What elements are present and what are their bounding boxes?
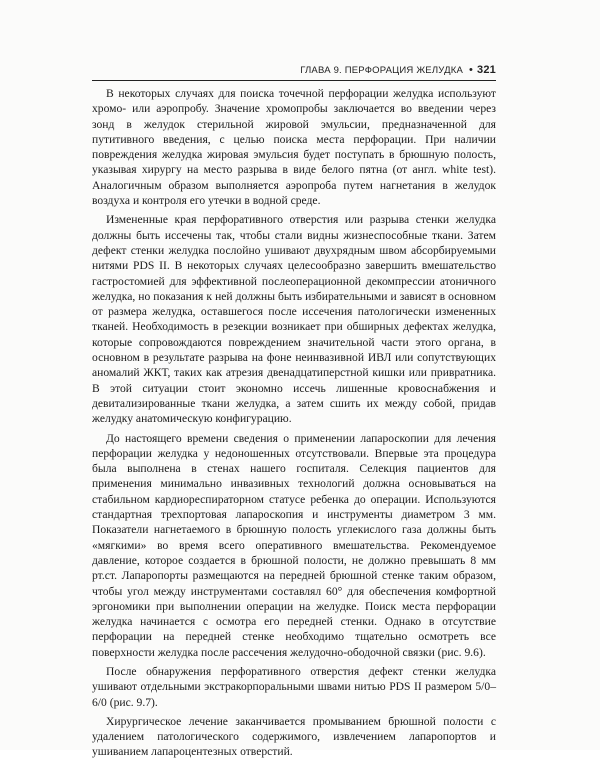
paragraph-suturing: После обнаружения перфоративного отверстия дефект стенки желудка ушивают отдельными экстракорпоральными швами нитью PDS II размером 5/0–6/0 (рис. 9.7).: [92, 664, 496, 709]
chapter-title: ГЛАВА 9. ПЕРФОРАЦИЯ ЖЕЛУДКА: [300, 65, 463, 76]
paragraph-laparoscopy: До настоящего времени сведения о применении лапароскопии для лечения перфорации желудка у недоношенных отсутствовали. Впервые эта процедура была выполнена в стенах нашего госпиталя. Селекция пациентов для применения минимально инвазивных технологий должна основываться на стабильном кардиореспираторном статусе ребенка до операции. Используются стандартная трехпортовая лапароскопия и инструменты диаметром 3 мм. Показатели нагнетаемого в брюшную полость углекислого газа должны быть «мягкими» во время всего оперативного вмешательства. Рекомендуемое давление, которое создается в брюшной полости, не должно превышать 8 мм рт.ст. Лапаропорты размещаются на передней брюшной стенке таким образом, чтобы угол между инструментами составлял 60° для обеспечения комфортной эргономики при выполнении операции на желудке. Поиск места перфорации желудка начинается с осмотра его передней стенки. Однако в отсутствие перфорации на передней стенке необходимо тщательно осмотреть все поверхности желудка после рассечения желудочно-ободочной связки (рис. 9.6).: [92, 431, 496, 659]
paragraph-completion: Хирургическое лечение заканчивается промыванием брюшной полости с удалением патологического содержимого, извлечением лапаропортов и ушиванием лапароцентезных отверстий.: [92, 714, 496, 759]
paragraph-excision: Измененные края перфоративного отверстия или разрыва стенки желудка должны быть иссечены так, чтобы стали видны жизнеспособные ткани. Затем дефект стенки желудка послойно ушивают двухрядным швом абсорбируемыми нитями PDS II. В некоторых случаях целесообразно завершить вмешательство гастростомией для эффективной послеоперационной декомпрессии атоничного желудка, но показания к ней должны быть избирательными и зависят в основном от размера желудка, оставшегося после иссечения патологически измененных тканей. Необходимость в резекции возникает при обширных дефектах желудка, которые сопровождаются повреждением значительной части этого органа, в основном в результате разрыва на фоне неинвазивной ИВЛ или сопутствующих аномалий ЖКТ, таких как атрезия двенадцатиперстной кишки или привратника. В этой ситуации стоит экономно иссечь лишенные кровоснабжения и девитализированные ткани желудка, а затем сшить их между собой, придав желудку анатомическую конфигурацию.: [92, 213, 496, 426]
body-text: [92, 86, 496, 764]
paragraph-chromoprobe: В некоторых случаях для поиска точечной перфорации желудка используют хромо- или аэропробу. Значение хромопробы заключается во введении через зонд в желудок стерильной жировой эмульсии, предназначенной для путитивного введения, с целью поиска места перфорации. При наличии повреждения желудка жировая эмульсия будет поступать в брюшную полость, указывая хирургу на место разрыва в виде белого пятна (от англ. white test). Аналогичным образом выполняется аэропроба путем нагнетания в желудок воздуха и контроля его утечки в водной среде.: [92, 87, 496, 208]
page-number: 321: [477, 64, 496, 76]
header-separator: •: [468, 64, 474, 76]
running-header: [92, 64, 496, 81]
